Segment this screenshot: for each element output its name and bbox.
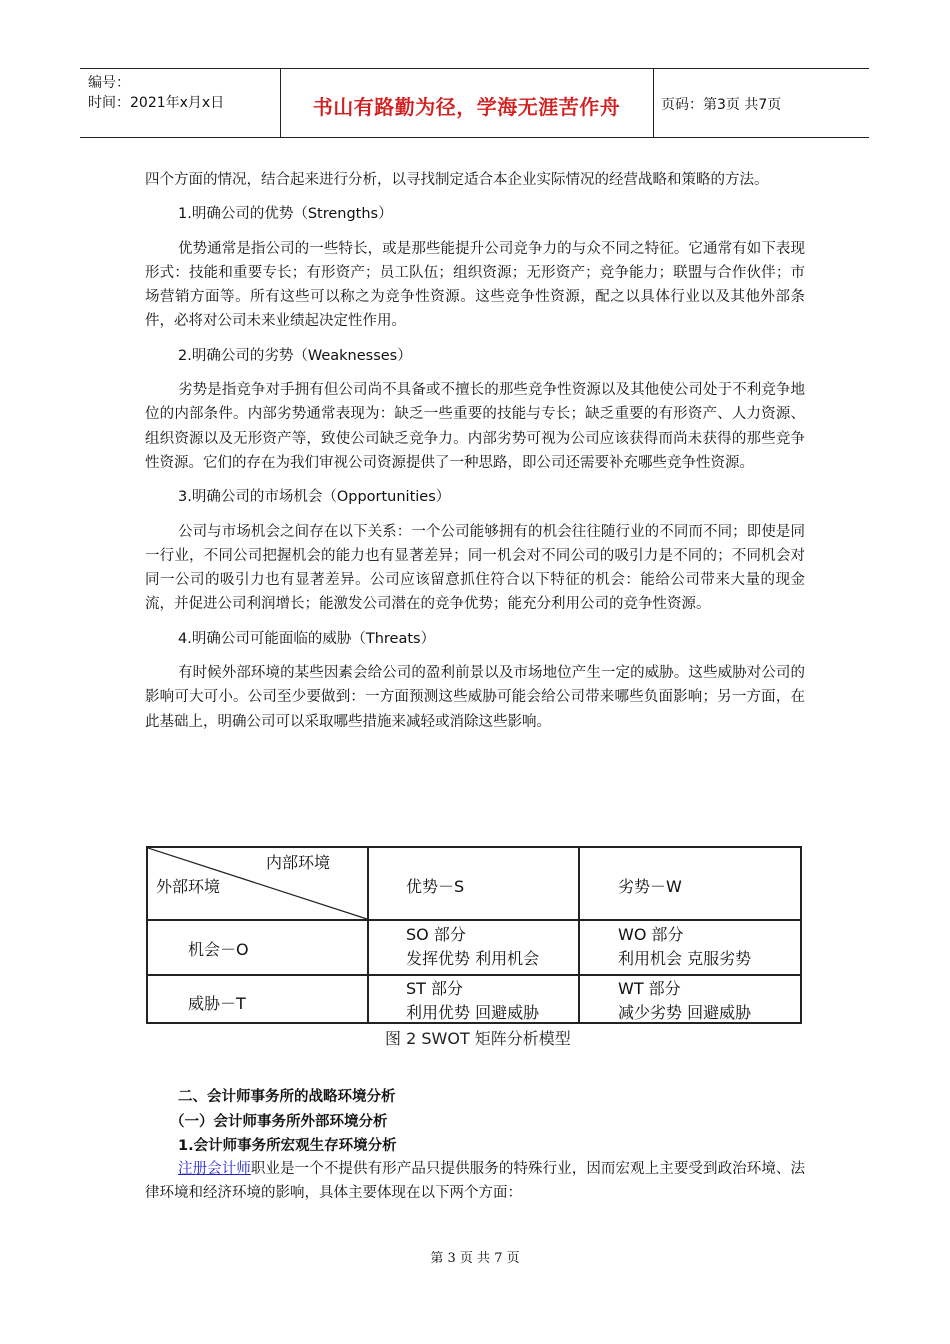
strength-header: 优势－S (406, 877, 465, 896)
intro-paragraph: 四个方面的情况，结合起来进行分析，以寻找制定适合本企业实际情况的经营战略和策略的方法。 (145, 172, 769, 188)
threat-header: 威胁－T (188, 994, 246, 1013)
wo-text: 利用机会 克服劣势 (618, 949, 752, 968)
header-motto-cell (280, 69, 654, 137)
wt-title: WT 部分 (618, 979, 681, 998)
number-label: 编号： (88, 75, 130, 91)
figure-caption: 图 2 SWOT 矩阵分析模型 (385, 1029, 571, 1048)
internal-env-label: 内部环境 (266, 853, 331, 872)
time-label: 时间：2021年x月x日 (88, 95, 225, 111)
section-heading-3: （一）会计师事务所外部环境分析 (170, 1114, 388, 1130)
page-label: 页码：第3页 共7页 (661, 97, 782, 113)
weaknesses-paragraph: 劣势是指竞争对手拥有但公司尚不具备或不擅长的那些竞争性资源以及其他使公司处于不利竞争地位的内部条件。内部劣势通常表现为：缺乏一些重要的技能与专长；缺乏重要的有形资产、人力资源、组织资源以及无形资产等，致使公司缺乏竞争力。内部劣势可视为公司应该获得而尚未获得的那些竞争性资源。它们的存在为我们审视公司资源提供了一种思路，即公司还需要补充哪些竞争性资源。 (145, 382, 805, 471)
page-footer: 第 3 页 共 7 页 (430, 1251, 520, 1266)
so-title: SO 部分 (406, 925, 466, 944)
strengths-heading: 1.明确公司的优势（Strengths） (178, 206, 393, 223)
wo-title: WO 部分 (618, 925, 684, 944)
so-text: 发挥优势 利用机会 (406, 949, 540, 968)
cpa-link[interactable]: 注册会计师 (178, 1161, 251, 1177)
external-env-label: 外部环境 (156, 877, 221, 896)
section-heading-2: 二、会计师事务所的战略环境分析 (178, 1089, 396, 1105)
weakness-header: 劣势－W (618, 877, 682, 896)
section-paragraph (145, 1157, 805, 1206)
st-title: ST 部分 (406, 979, 464, 998)
main-content (145, 168, 805, 734)
threats-paragraph: 有时候外部环境的某些因素会给公司的盈利前景以及市场地位产生一定的威胁。这些威胁对公司的影响可大可小。公司至少要做到：一方面预测这些威胁可能会给公司带来哪些负面影响；另一方面，在此基础上，明确公司可以采取哪些措施来减轻或消除这些影响。 (145, 665, 805, 730)
section-paragraph-text: 职业是一个不提供有形产品只提供服务的特殊行业，因而宏观上主要受到政治环境、法律环境和经济环境的影响，具体主要体现在以下两个方面： (145, 1161, 806, 1202)
st-text: 利用优势 回避威胁 (406, 1003, 540, 1022)
header-meta (80, 69, 281, 137)
motto: 书山有路勤为径，学海无涯苦作舟 (312, 95, 621, 119)
weaknesses-heading: 2.明确公司的劣势（Weaknesses） (178, 347, 412, 364)
swot-matrix (146, 846, 802, 1024)
section-heading-4: 1.会计师事务所宏观生存环境分析 (178, 1138, 397, 1154)
strengths-paragraph: 优势通常是指公司的一些特长，或是那些能提升公司竞争力的与众不同之特征。它通常有如下表现形式：技能和重要专长；有形资产；员工队伍；组织资源；无形资产；竞争能力；联盟与合作伙伴；市场营销方面等。所有这些可以称之为竞争性资源。这些竞争性资源，配之以具体行业以及其他外部条件，必将对公司未来业绩起决定性作用。 (145, 240, 805, 330)
opportunities-paragraph: 公司与市场机会之间存在以下关系：一个公司能够拥有的机会往往随行业的不同而不同；即使是同一行业，不同公司把握机会的能力也有显著差异；同一机会对不同公司的吸引力是不同的；不同机会对同一公司的吸引力也有显著差异。公司应该留意抓住符合以下特征的机会：能给公司带来大量的现金流，并促进公司利润增长；能激发公司潜在的竞争优势；能充分利用公司的竞争性资源。 (145, 523, 805, 613)
opportunities-heading: 3.明确公司的市场机会（Opportunities） (178, 489, 451, 506)
wt-text: 减少劣势 回避威胁 (618, 1003, 752, 1022)
opportunity-header: 机会－O (188, 940, 249, 959)
page-header (80, 68, 869, 138)
threats-heading: 4.明确公司可能面临的威胁（Threats） (178, 630, 436, 647)
